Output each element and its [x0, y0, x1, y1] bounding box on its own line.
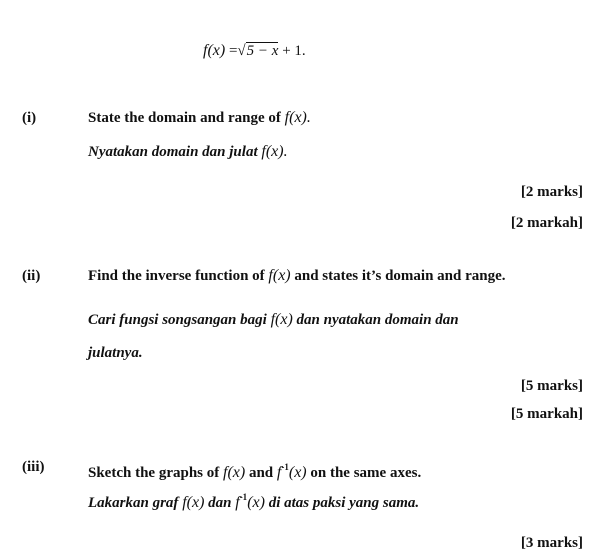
math-sup: -1 — [281, 462, 289, 472]
question-label-ii: (ii) — [22, 268, 41, 284]
formula-eq: = — [228, 43, 238, 59]
marks-ms-ii: [5 markah] — [510, 406, 583, 422]
text-rest: di atas paksi yang sama. — [268, 495, 420, 511]
math-f: f — [276, 464, 282, 481]
formula-lhs: f(x) — [203, 42, 226, 59]
formula-rest: + 1. — [282, 43, 306, 59]
math: f(x) — [268, 267, 291, 284]
math-f: f — [235, 494, 240, 511]
marks-en-i: [2 marks] — [520, 184, 583, 200]
math: f(x) — [223, 464, 246, 481]
question-label-i: (i) — [22, 110, 37, 126]
text: Find the inverse function of — [88, 268, 265, 284]
sqrt-sign: √ — [237, 43, 246, 59]
text: Cari fungsi songsangan bagi — [88, 312, 267, 328]
question-iii-en — [88, 458, 421, 482]
question-ii-en — [88, 267, 506, 285]
text: Lakarkan graf — [88, 495, 179, 511]
question-ii-ms — [88, 311, 459, 329]
math: f(x) — [182, 494, 205, 511]
text: Nyatakan domain dan julat — [88, 144, 258, 160]
text: Sketch the graphs of — [88, 465, 220, 481]
math: f(x). — [261, 143, 288, 160]
text: State the domain and range of — [88, 110, 281, 126]
function-formula — [203, 42, 306, 60]
text-rest: on the same axes. — [310, 465, 422, 481]
math: f(x). — [284, 109, 311, 126]
formula-radical: 5 − x — [246, 43, 279, 59]
math-arg: (x) — [247, 494, 265, 511]
text-dan: dan — [208, 495, 232, 511]
marks-en-ii: [5 marks] — [520, 378, 583, 394]
text-rest: dan nyatakan domain dan — [296, 312, 459, 328]
marks-ms-i: [2 markah] — [510, 215, 583, 231]
math-sup: -1 — [239, 492, 248, 502]
math: f(x) — [270, 311, 293, 328]
question-iii-ms — [88, 488, 419, 512]
question-ii-ms-line2: julatnya. — [88, 345, 143, 361]
question-i-en — [88, 109, 311, 127]
text-and: and — [248, 465, 274, 481]
math-arg: (x) — [288, 464, 307, 481]
question-label-iii: (iii) — [22, 459, 45, 475]
text-rest: and states it’s domain and range. — [294, 268, 506, 284]
question-i-ms — [88, 143, 288, 161]
marks-en-iii: [3 marks] — [520, 535, 583, 551]
